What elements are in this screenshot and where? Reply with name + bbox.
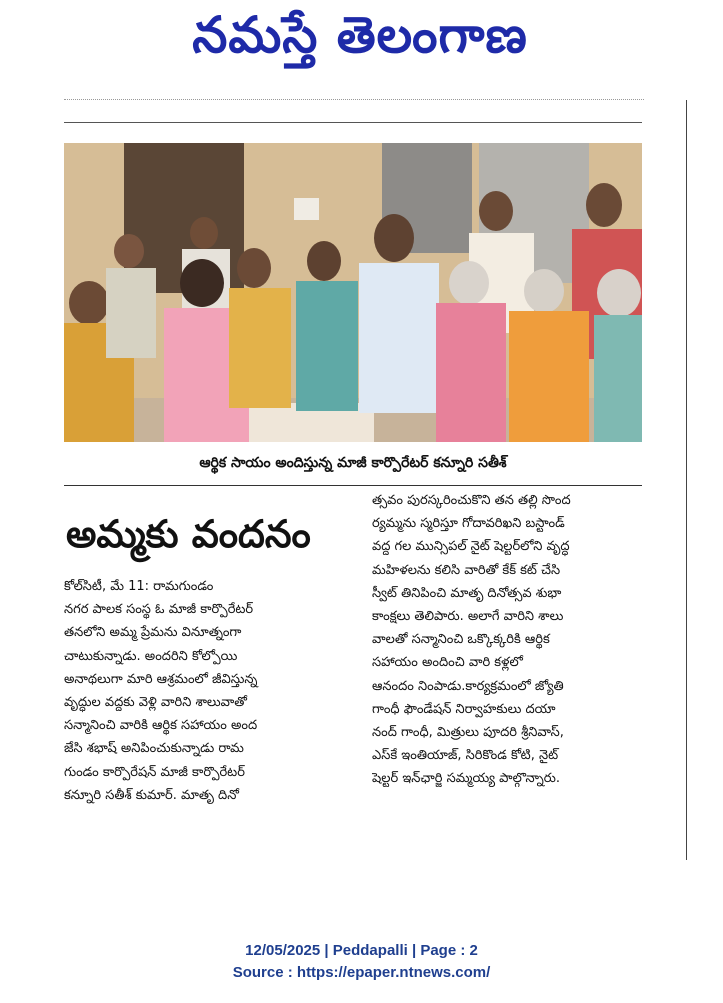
article-line: సన్మానించి వారికి ఆర్థిక సహాయం అంద xyxy=(64,718,258,734)
article-line: స్వీట్ తినిపించి మాతృ దినోత్సవ శుభా xyxy=(372,585,562,601)
article-line: సహాయం అందించి వారి కళ్లలో xyxy=(372,655,523,671)
article-line: ర్యమ్మను స్మరిస్తూ గోదావరిఖని బస్టాండ్ xyxy=(372,516,565,532)
article-line: కాంక్షలు తెలిపారు. అలాగే వారిని శాలు xyxy=(372,609,564,625)
article-line: షెల్టర్ ఇన్‌ఛార్జి సమ్మయ్య పాల్గొన్నారు. xyxy=(372,771,561,787)
masthead-logo xyxy=(60,6,660,76)
photo-illustration xyxy=(64,143,642,442)
news-photo xyxy=(64,143,642,442)
article-line: ఎస్‌కే ఇంతియాజ్, సిరికొండ కోటి, నైట్ xyxy=(372,748,559,764)
footer-source[interactable]: Source : https://epaper.ntnews.com/ xyxy=(232,964,491,981)
article-line: కన్నూరి సతీశ్ కుమార్. మాతృ దినో xyxy=(64,787,239,803)
article-column-left xyxy=(64,575,354,807)
cut-off-text-line xyxy=(64,93,644,100)
article-headline: అమ్మకు వందనం xyxy=(66,512,311,556)
article-line: గుండం కార్పొరేషన్ మాజీ కార్పొరేటర్ xyxy=(64,764,245,780)
article-line: చాటుకున్నాడు. అందరిని కోల్పోయి xyxy=(64,648,238,664)
article-line: నగర పాలక సంస్థ ఓ మాజీ కార్పొరేటర్ xyxy=(64,602,254,618)
article-line: వద్ద గల మున్సిపల్ నైట్ షెల్టర్‌లోని వృద్ధ xyxy=(372,539,570,555)
right-border-rule xyxy=(686,100,687,860)
article-line: ఆనందం నింపాడు.కార్యక్రమంలో జ్యోతి xyxy=(372,678,564,694)
top-divider xyxy=(64,122,642,123)
article-line: కోల్‌సిటీ, మే 11: రామగుండం xyxy=(64,579,214,594)
article-line: అనాథలుగా మారి ఆశ్రమంలో జీవిస్తున్న xyxy=(64,671,258,687)
article-line: తనలోని అమ్మ ప్రేమను వినూత్నంగా xyxy=(64,625,242,641)
caption-divider xyxy=(64,485,642,486)
photo-caption: ఆర్థిక సాయం అందిస్తున్న మాజీ కార్పొరేటర్ కన్నూరి సతీశ్ xyxy=(199,455,507,471)
article-line: త్సవం పురస్కరించుకొని తన తల్లి సొంద xyxy=(372,493,571,508)
article-column-right xyxy=(372,489,646,791)
article-line: జేసి శభాష్ అనిపించుకున్నాడు రామ xyxy=(64,741,244,757)
newspaper-title: నమస్తే తెలంగాణ xyxy=(192,5,528,64)
page-footer xyxy=(0,940,723,984)
article-line: వృద్ధుల వద్దకు వెళ్లి వారిని శాలువాతో xyxy=(64,695,247,711)
article-line: వాలతో సన్మానించి ఒక్కొక్కరికి ఆర్థిక xyxy=(372,632,550,648)
footer-date-edition: 12/05/2025 | Peddapalli | Page : 2 xyxy=(245,942,478,959)
article-line: మహిళలను కలిసి వారితో కేక్ కట్ చేసి xyxy=(372,562,561,578)
article-line: నంద్ గాంధీ, మిత్రులు పూదరి శ్రీనివాస్, xyxy=(372,725,564,741)
article-line: గాంధీ ఫౌండేషన్ నిర్వాహకులు దయా xyxy=(372,701,556,717)
